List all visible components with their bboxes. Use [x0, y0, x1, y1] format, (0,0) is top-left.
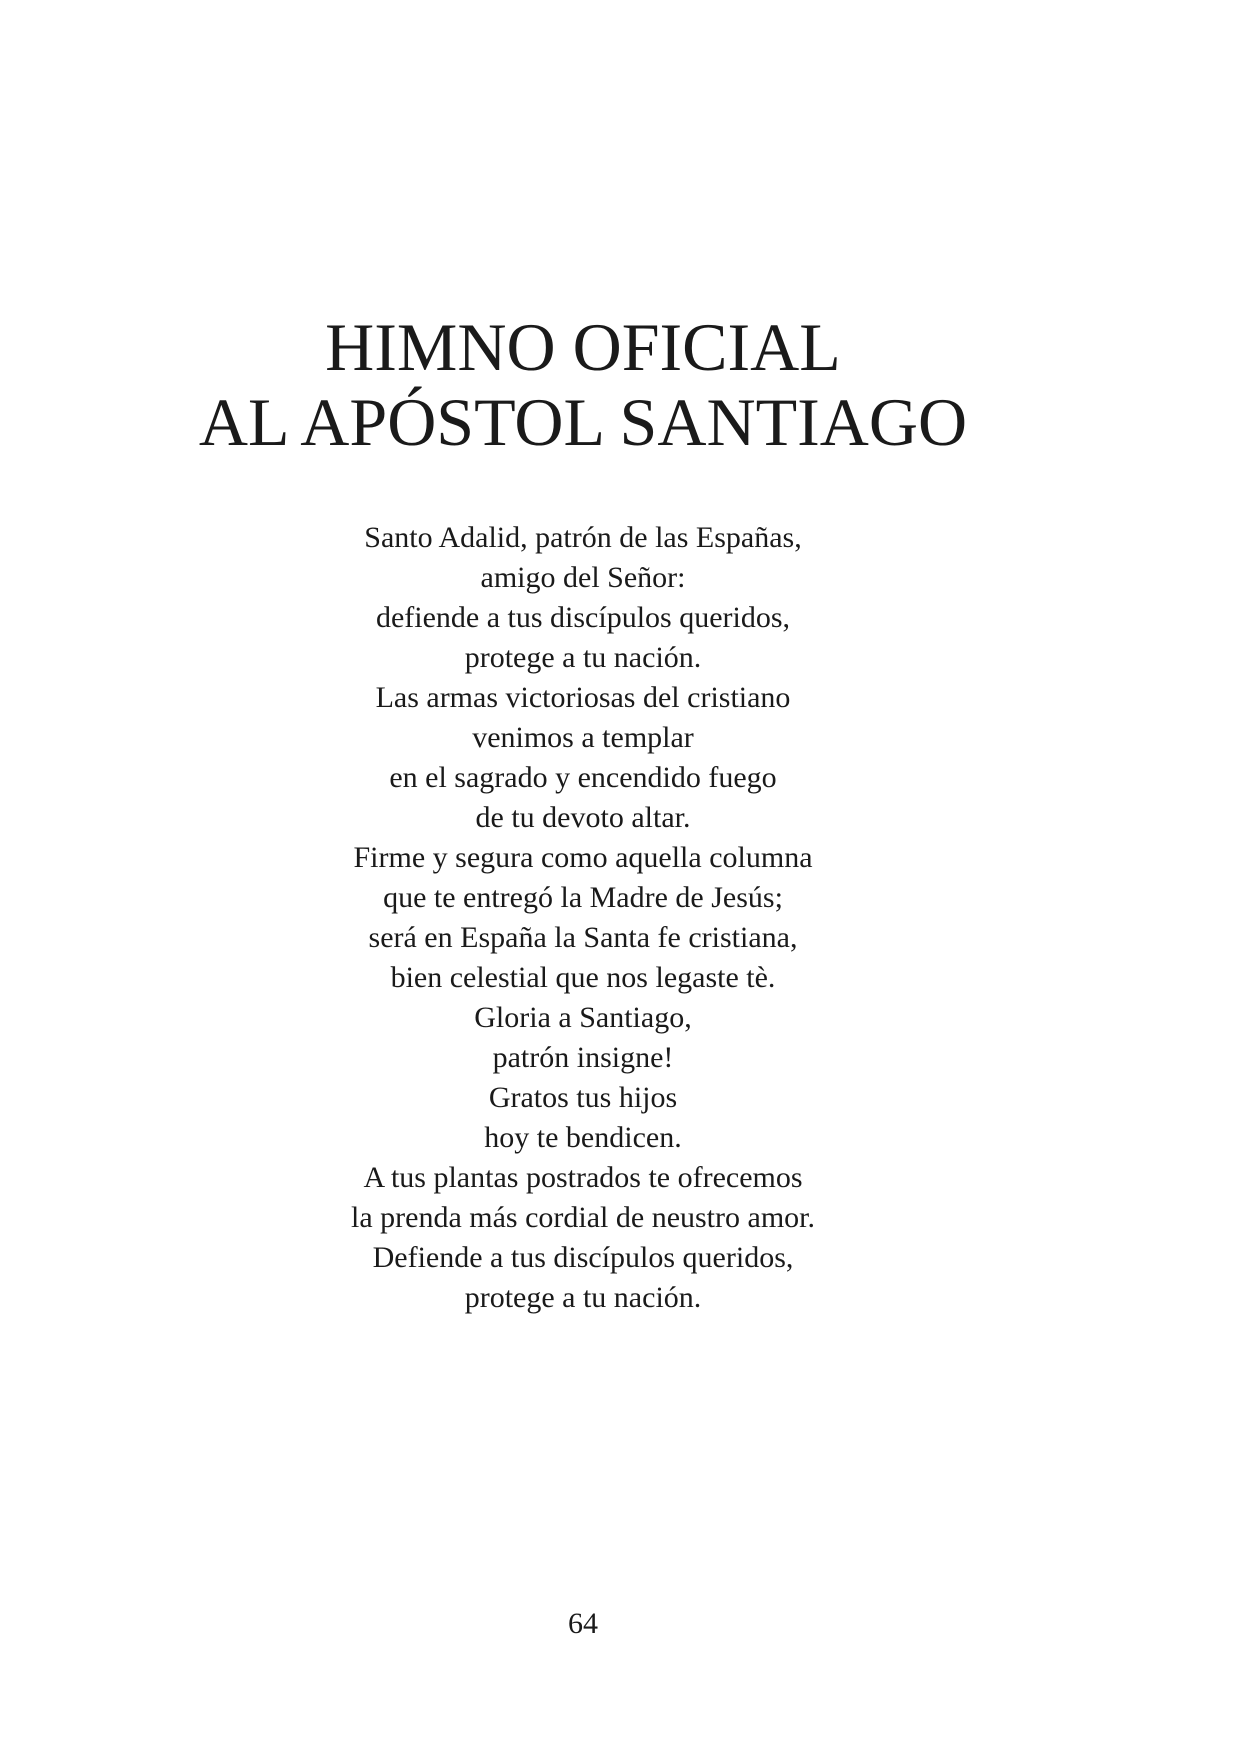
poem-line: hoy te bendicen.: [484, 1121, 682, 1154]
poem-line: en el sagrado y encendido fuego: [389, 761, 777, 794]
poem-line: Las armas victoriosas del cristiano: [375, 681, 791, 714]
poem-line: Gratos tus hijos: [488, 1081, 678, 1114]
poem-line: protege a tu nación.: [464, 1281, 702, 1314]
hymn-text: [0, 518, 1166, 1318]
title-line-2: AL APÓSTOL SANTIAGO: [198, 383, 968, 460]
poem-line: que te entregó la Madre de Jesús;: [383, 881, 783, 914]
poem-line: patrón insigne!: [492, 1041, 674, 1074]
poem-line: Gloria a Santiago,: [474, 1001, 692, 1034]
poem-line: Defiende a tus discípulos queridos,: [372, 1241, 794, 1274]
poem-line: defiende a tus discípulos queridos,: [375, 601, 791, 634]
poem-line: Firme y segura como aquella columna: [353, 841, 813, 874]
poem-line: amigo del Señor:: [480, 561, 686, 594]
poem-line: A tus plantas postrados te ofrecemos: [363, 1161, 803, 1194]
poem-line: bien celestial que nos legaste tè.: [390, 961, 776, 994]
page-title: [0, 310, 1166, 460]
poem-line: la prenda más cordial de neustro amor.: [350, 1201, 815, 1234]
poem-line: protege a tu nación.: [464, 641, 702, 674]
poem-line: Santo Adalid, patrón de las Españas,: [364, 521, 802, 554]
title-line-1: HIMNO OFICIAL: [325, 309, 841, 385]
poem-line: venimos a templar: [472, 721, 694, 754]
poem-line: de tu devoto altar.: [475, 801, 691, 834]
poem-line: será en España la Santa fe cristiana,: [368, 921, 798, 954]
page-number: 64: [568, 1607, 598, 1640]
